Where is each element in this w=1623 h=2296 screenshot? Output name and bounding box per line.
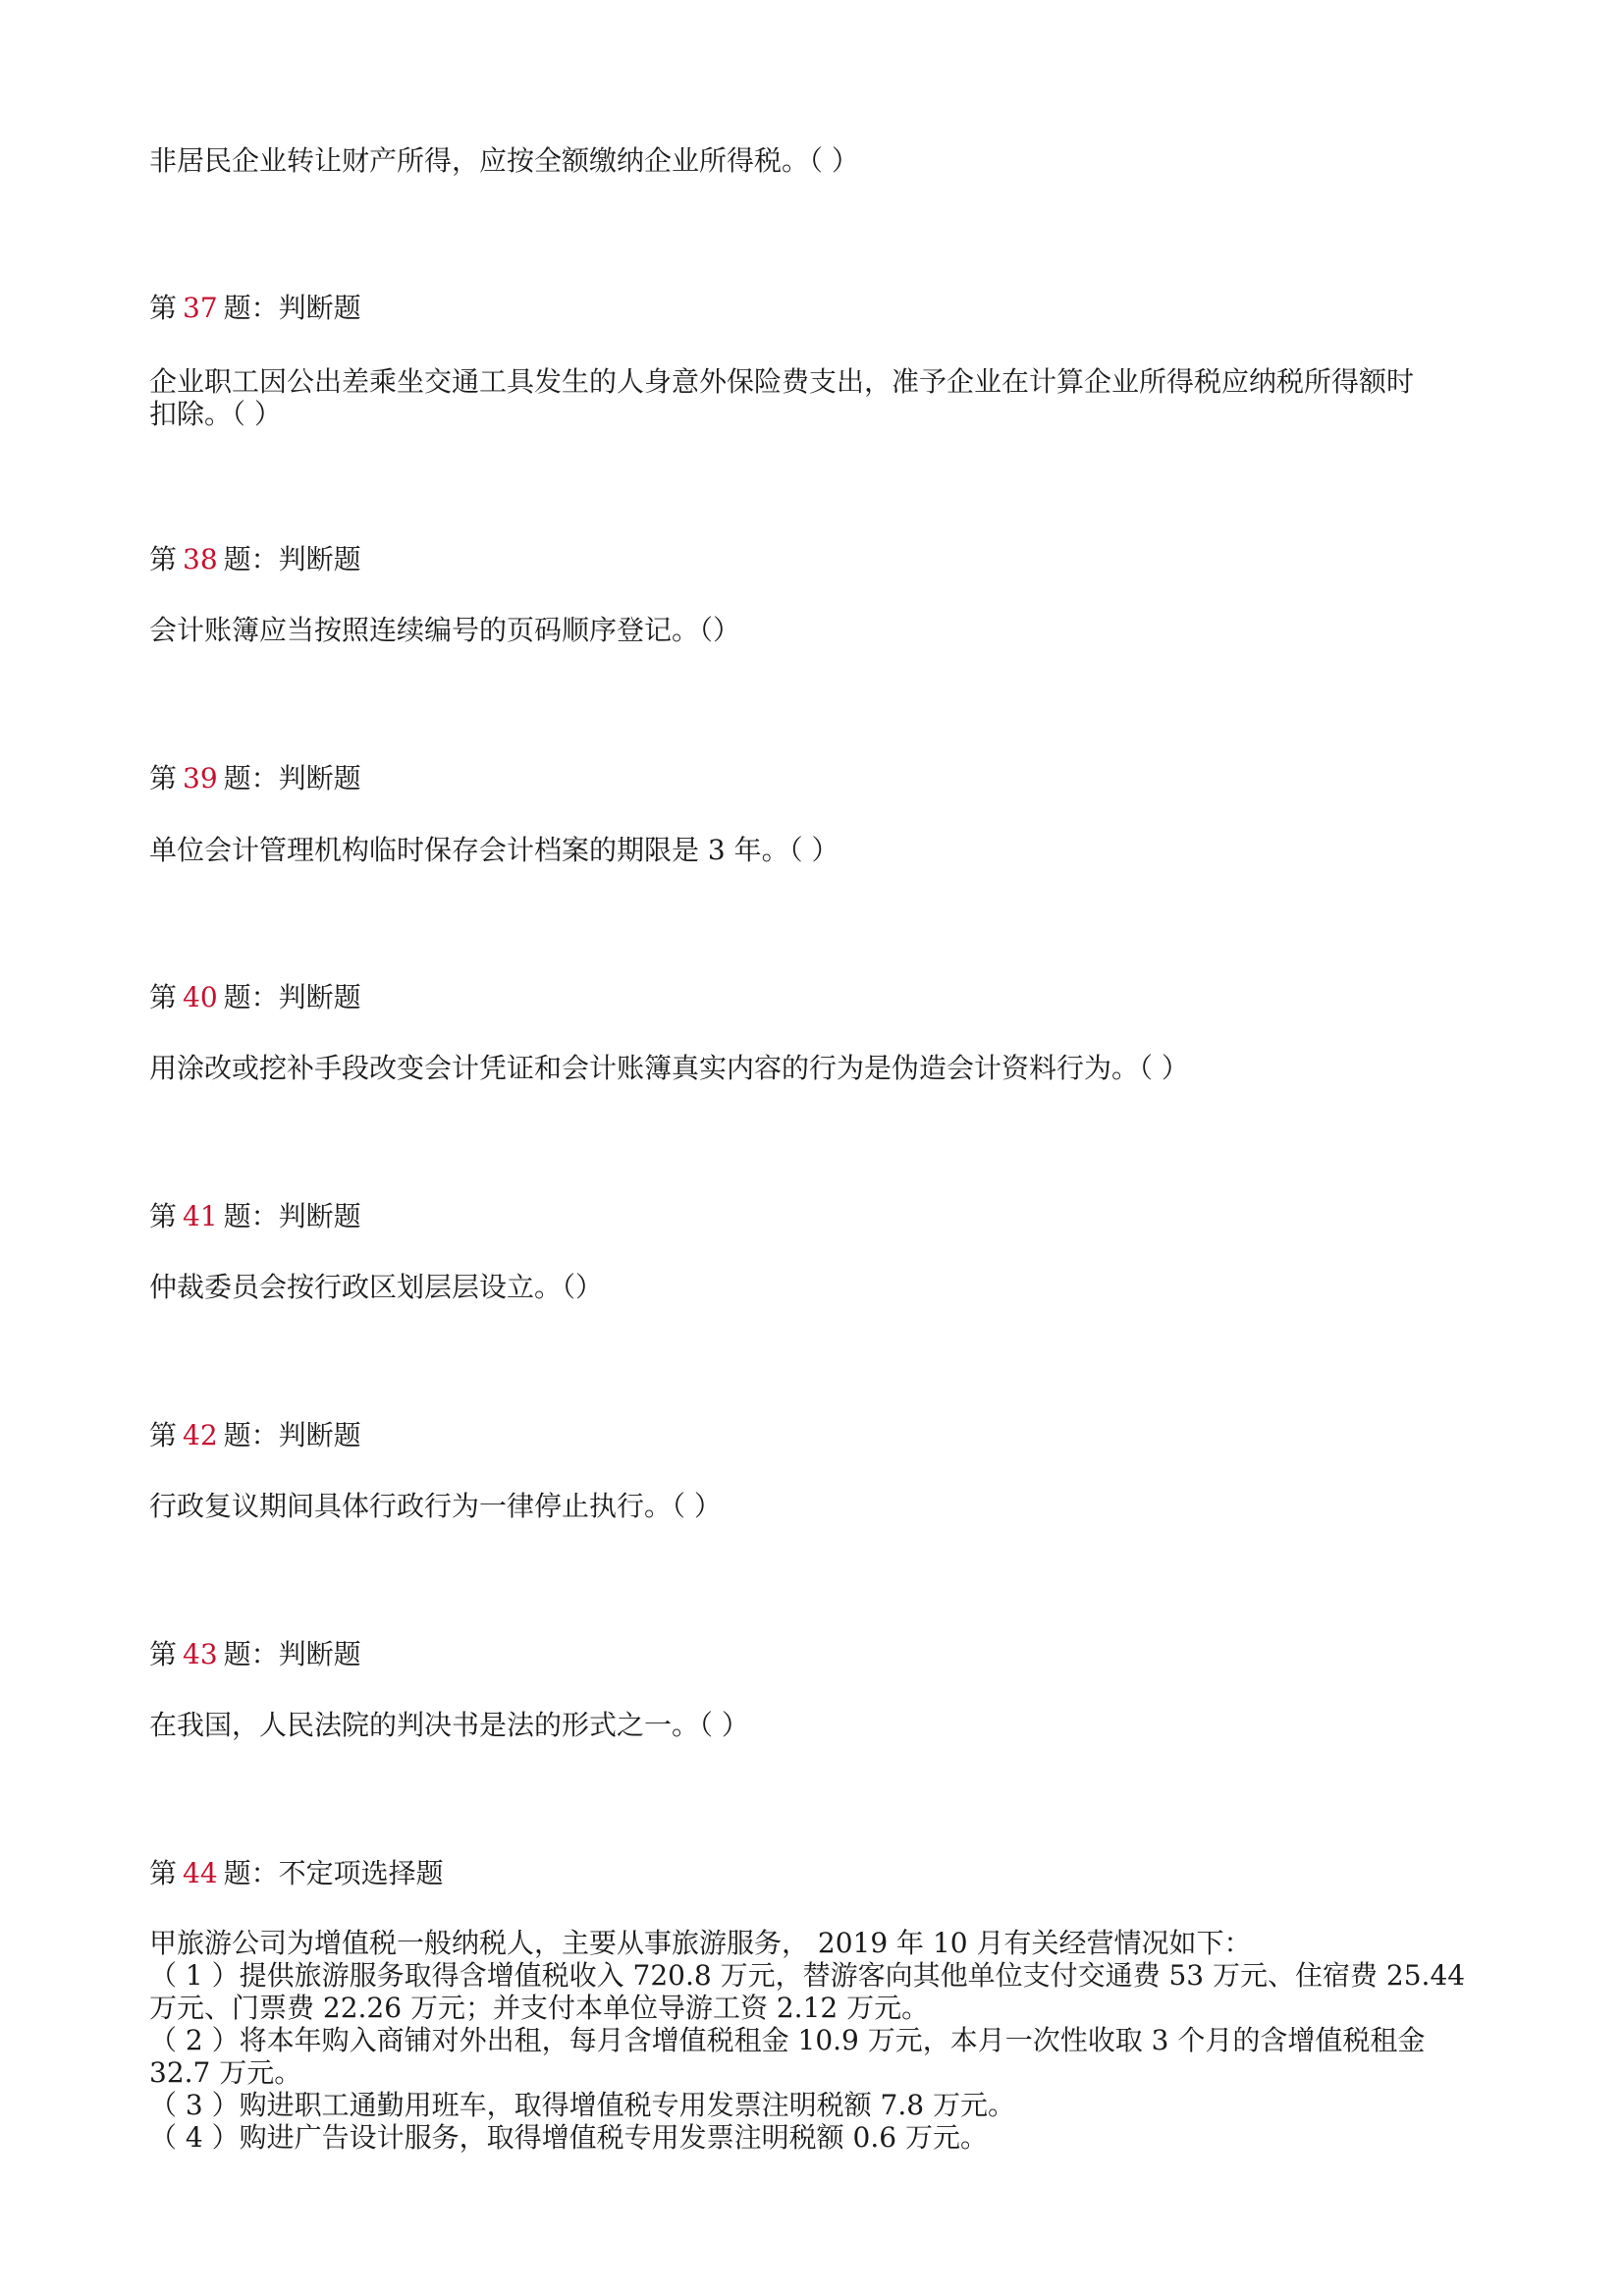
question-prefix: 第: [149, 1419, 178, 1451]
question-44-heading: [149, 1856, 444, 1891]
question-42-heading: [149, 1418, 361, 1453]
question-43-text: 在我国，人民法院的判决书是法的形式之一。（ ）: [149, 1709, 749, 1741]
question-prefix: 第: [149, 1200, 178, 1232]
question-type: 题：判断题: [223, 292, 361, 324]
question-42-text: 行政复议期间具体行政行为一律停止执行。（ ）: [149, 1490, 722, 1522]
question-37-text-line-1: 企业职工因公出差乘坐交通工具发生的人身意外保险费支出，准予企业在计算企业所得税应纳税所得额时: [149, 365, 1415, 398]
question-prefix: 第: [149, 1857, 178, 1889]
question-number: 38: [183, 543, 218, 575]
question-number: 40: [183, 981, 218, 1013]
question-44-text-line-6: （ 3 ）购进职工通勤用班车，取得增值税专用发票注明税额 7.8 万元。: [149, 2089, 1015, 2121]
question-43-heading: [149, 1637, 361, 1672]
question-prefix: 第: [149, 543, 178, 575]
question-40-text: 用涂改或挖补手段改变会计凭证和会计账簿真实内容的行为是伪造会计资料行为。（ ）: [149, 1052, 1189, 1084]
question-prefix: 第: [149, 762, 178, 794]
question-type: 题：判断题: [223, 1419, 361, 1451]
question-44-text-line-1: 甲旅游公司为增值税一般纳税人，主要从事旅游服务， 2019 年 10 月有关经营情况如下：: [149, 1927, 1252, 1959]
intro-question-text: 非居民企业转让财产所得，应按全额缴纳企业所得税。（ ）: [149, 144, 859, 177]
question-number: 44: [183, 1857, 218, 1889]
question-44-text-line-4: （ 2 ）将本年购入商铺对外出租，每月含增值税租金 10.9 万元，本月一次性收取 3 个月的含增值税租金: [149, 2024, 1426, 2056]
question-number: 42: [183, 1419, 218, 1451]
question-number: 43: [183, 1638, 218, 1670]
question-type: 题：判断题: [223, 1638, 361, 1670]
question-type: 题：判断题: [223, 1200, 361, 1232]
question-44-text-line-7: （ 4 ）购进广告设计服务，取得增值税专用发票注明税额 0.6 万元。: [149, 2121, 988, 2154]
question-type: 题：不定项选择题: [223, 1857, 444, 1889]
question-type: 题：判断题: [223, 543, 361, 575]
question-39-text: 单位会计管理机构临时保存会计档案的期限是 3 年。（ ）: [149, 834, 839, 866]
question-number: 41: [183, 1200, 218, 1232]
question-prefix: 第: [149, 292, 178, 324]
question-44-text-line-2: （ 1 ）提供旅游服务取得含增值税收入 720.8 万元，替游客向其他单位支付交通费 53 万元、住宿费 25.44: [149, 1959, 1466, 1992]
question-type: 题：判断题: [223, 762, 361, 794]
question-prefix: 第: [149, 981, 178, 1013]
question-type: 题：判断题: [223, 981, 361, 1013]
question-number: 39: [183, 762, 218, 794]
question-41-heading: [149, 1199, 361, 1234]
question-44-text-line-3: 万元、门票费 22.26 万元；并支付本单位导游工资 2.12 万元。: [149, 1992, 930, 2024]
question-37-heading: [149, 291, 361, 326]
question-prefix: 第: [149, 1638, 178, 1670]
question-37-text-line-2: 扣除。（ ）: [149, 398, 282, 430]
question-41-text: 仲裁委员会按行政区划层层设立。（）: [149, 1271, 604, 1303]
question-number: 37: [183, 292, 218, 324]
question-38-text: 会计账簿应当按照连续编号的页码顺序登记。（）: [149, 614, 741, 646]
question-44-text-line-5: 32.7 万元。: [149, 2056, 302, 2089]
question-38-heading: [149, 542, 361, 577]
question-39-heading: [149, 761, 361, 796]
question-40-heading: [149, 980, 361, 1015]
